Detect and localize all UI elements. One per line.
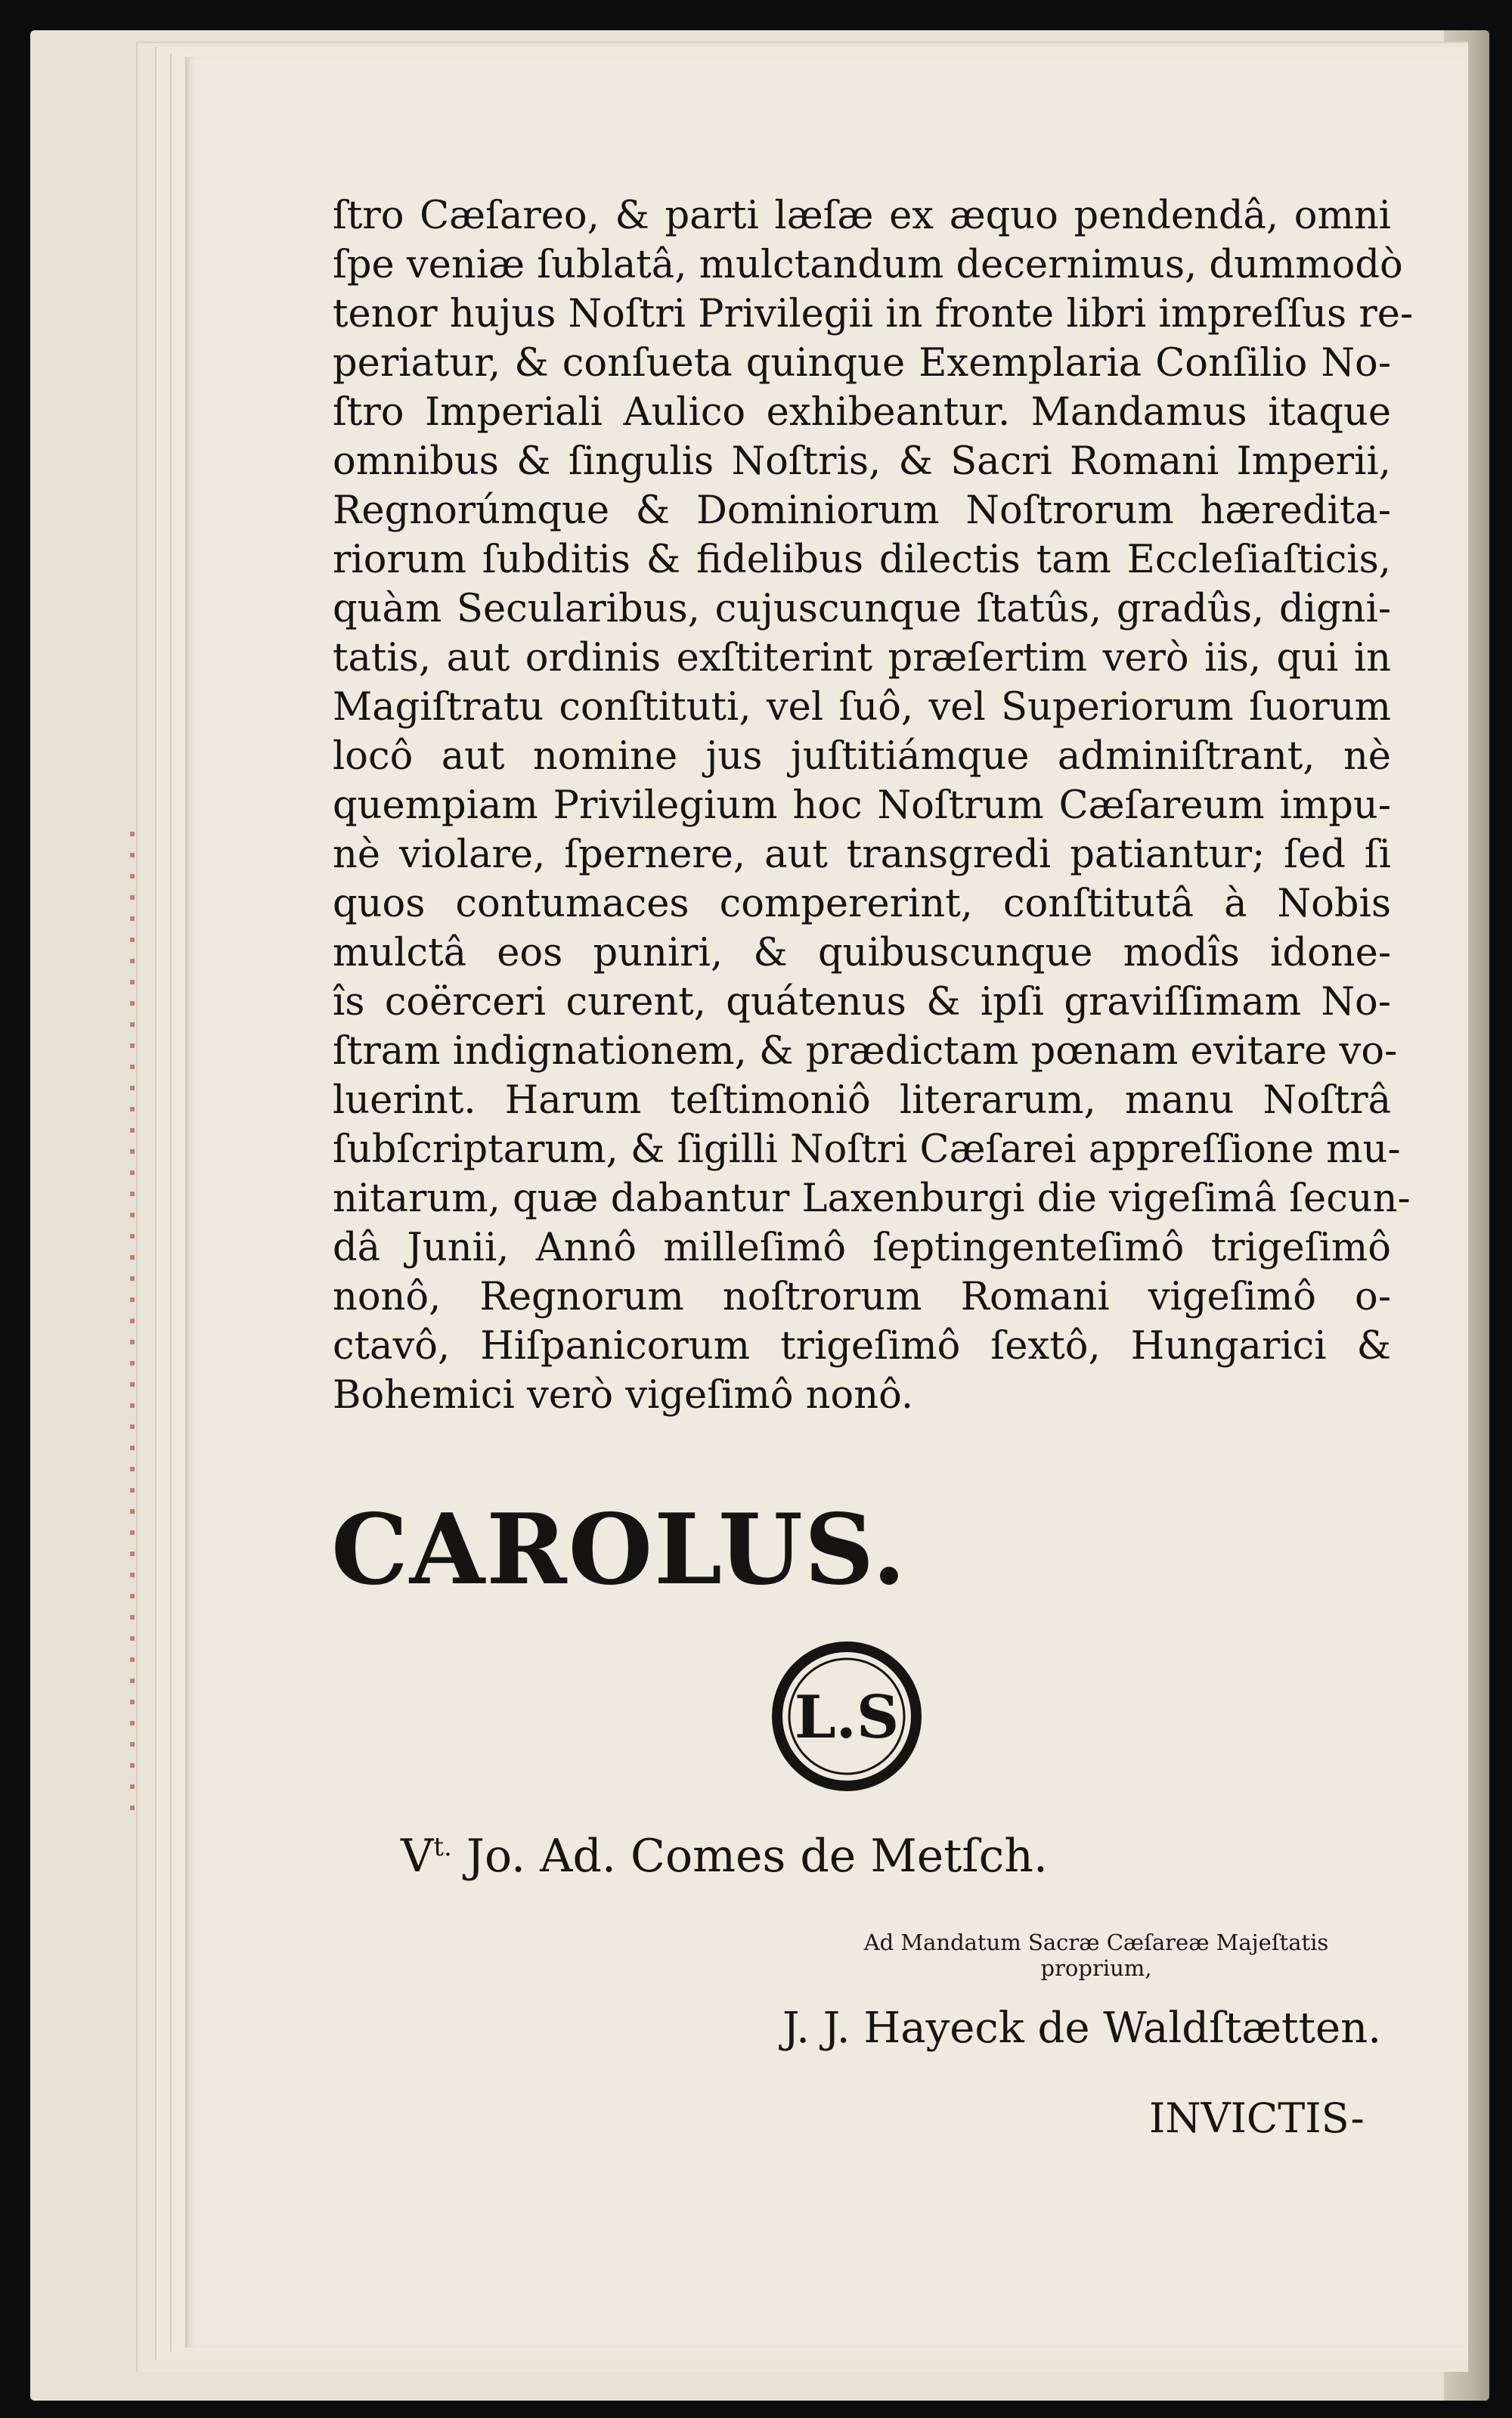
text-line: luerint. Harum teſtimoniô literarum, manu Noſtrâ: [333, 1078, 1391, 1123]
text-line: tenor hujus Noſtri Privilegii in fronte libri impreſſus re-: [333, 292, 1414, 336]
countersign-prefix: V: [401, 1830, 434, 1883]
countersign-name: Jo. Ad. Comes de Metſch.: [451, 1830, 1048, 1883]
text-line: dâ Junii, Annô milleſimô ſeptingenteſimô trigeſimô: [333, 1226, 1391, 1270]
text-line: ſtram indignationem, & prædictam pœnam evitare vo-: [333, 1029, 1398, 1074]
text-line: nè violare, ſpernere, aut transgredi patiantur; ſed ſi: [333, 832, 1391, 877]
text-line: Bohemici verò vigeſimô nonô.: [333, 1373, 914, 1418]
text-line: ſpe veniæ ſublatâ, mulctandum decernimus, dummodò: [333, 243, 1403, 287]
vice-chancellor-countersign: [401, 1830, 1048, 1883]
seal-icon: [771, 1641, 922, 1792]
text-line: ctavô, Hiſpanicorum trigeſimô ſextô, Hungarici &: [333, 1324, 1391, 1369]
text-line: Regnorúmque & Dominiorum Noſtrorum hæredita-: [333, 488, 1391, 533]
text-line: omnibus & ſingulis Noſtris, & Sacri Romani Imperii,: [333, 439, 1391, 484]
text-line: locô aut nomine jus juſtitiámque adminiſtrant, nè: [333, 734, 1391, 779]
text-line: îs coërceri curent, quátenus & ipſi graviſſimam No-: [333, 980, 1391, 1025]
secretary-signature: J. J. Hayeck de Waldſtætten.: [782, 2004, 1382, 2053]
red-edge-marks: [130, 832, 135, 1815]
mandate-line: proprium,: [1040, 1955, 1152, 1981]
text-line: nitarum, quæ dabantur Laxenburgi die vigeſimâ ſecun-: [333, 1176, 1411, 1221]
privilege-text-block: [333, 191, 1414, 1420]
text-line: periatur, & conſueta quinque Exemplaria Conſilio No-: [333, 341, 1391, 386]
text-line: ſubſcriptarum, & ſigilli Noſtri Cæſarei appreſſione mu-: [333, 1127, 1401, 1172]
text-line: quempiam Privilegium hoc Noſtrum Cæſareum impu-: [333, 783, 1391, 828]
text-line: nonô, Regnorum noſtrorum Romani vigeſimô o-: [333, 1275, 1391, 1319]
mandate-note: [832, 1930, 1361, 1981]
text-line: quàm Secularibus, cujuscunque ſtatûs, gradûs, digni-: [333, 587, 1391, 631]
text-line: riorum ſubditis & fidelibus dilectis tam Eccleſiaſticis,: [333, 538, 1391, 582]
catchword: INVICTIS-: [1149, 2094, 1365, 2142]
text-line: mulctâ eos puniri, & quibuscunque modîs idone-: [333, 931, 1391, 975]
text-line: tatis, aut ordinis exſtiterint præſertim verò iis, qui in: [333, 636, 1391, 680]
text-line: ſtro Cæſareo, & parti læſæ ex æquo pendendâ, omni: [333, 194, 1391, 238]
text-line: quos contumaces compererint, conſtitutâ à Nobis: [333, 882, 1391, 926]
countersign-superscript: t.: [433, 1832, 452, 1862]
text-line: ſtro Imperiali Aulico exhibeantur. Mandamus itaque: [333, 390, 1391, 435]
mandate-line: Ad Mandatum Sacræ Cæſareæ Majeſtatis: [863, 1930, 1329, 1955]
emperor-signature: CAROLUS.: [331, 1493, 908, 1607]
text-line: Magiſtratu conſtituti, vel ſuô, vel Superiorum ſuorum: [333, 685, 1391, 730]
seal-label: L.S: [794, 1683, 900, 1752]
